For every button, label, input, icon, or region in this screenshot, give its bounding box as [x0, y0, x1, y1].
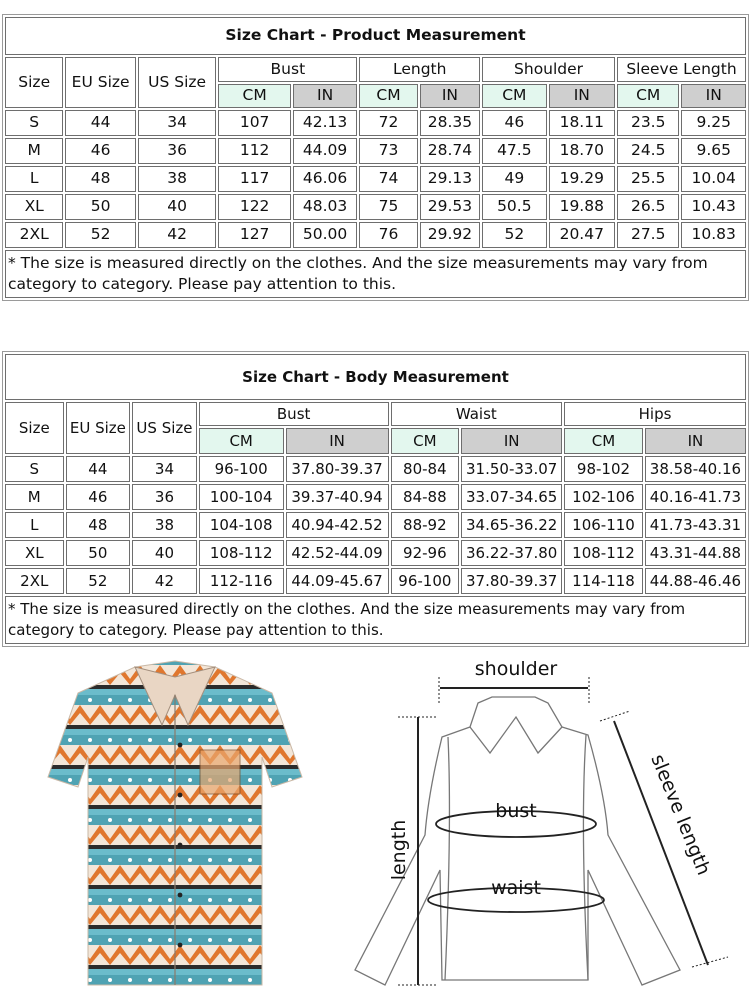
table-cell: 52 [482, 222, 546, 248]
table-cell: 42.52-44.09 [286, 540, 389, 566]
table-cell: 37.80-39.37 [461, 568, 562, 594]
body-measurement-table [3, 352, 748, 646]
table-cell: 10.43 [681, 194, 746, 220]
table-cell: 10.83 [681, 222, 746, 248]
unit-in-header: IN [681, 84, 746, 108]
table-row [5, 484, 746, 510]
table-cell: 122 [218, 194, 290, 220]
table-row [5, 110, 746, 136]
unit-in-header: IN [461, 428, 562, 454]
table-row [5, 512, 746, 538]
chart-title: Size Chart - Body Measurement [5, 354, 746, 400]
header-size: Size [5, 402, 64, 454]
chart-title: Size Chart - Product Measurement [5, 17, 746, 55]
table-cell: 33.07-34.65 [461, 484, 562, 510]
header-us-size: US Size [138, 57, 217, 108]
table-cell: 117 [218, 166, 290, 192]
table-cell: 112-116 [199, 568, 284, 594]
table-cell: 80-84 [391, 456, 460, 482]
table-cell: S [5, 110, 63, 136]
table-cell: 25.5 [617, 166, 679, 192]
table-cell: 28.35 [420, 110, 480, 136]
table-cell: 38 [132, 512, 197, 538]
table-cell: 102-106 [564, 484, 643, 510]
measurement-note: * The size is measured directly on the clothes. And the size measurements may vary from category to category. Please pay attention to this. [5, 596, 746, 644]
sleeve-length-label: sleeve length [646, 751, 715, 879]
table-cell: 38 [138, 166, 217, 192]
table-cell: 40.94-42.52 [286, 512, 389, 538]
waist-label: waist [491, 877, 541, 899]
table-cell: S [5, 456, 64, 482]
product-measurement-table [3, 15, 748, 300]
table-cell: 44 [66, 456, 131, 482]
table-cell: 48 [66, 512, 131, 538]
header-length: Length [359, 57, 480, 82]
header-eu-size: EU Size [65, 57, 135, 108]
header-hips: Hips [564, 402, 746, 426]
table-cell: 88-92 [391, 512, 460, 538]
product-measurement-chart [2, 14, 749, 301]
table-cell: XL [5, 194, 63, 220]
header-shoulder: Shoulder [482, 57, 615, 82]
table-cell: 29.92 [420, 222, 480, 248]
table-cell: 75 [359, 194, 417, 220]
unit-cm-header: CM [359, 84, 417, 108]
unit-cm-header: CM [391, 428, 460, 454]
table-cell: 36 [132, 484, 197, 510]
table-cell: 127 [218, 222, 290, 248]
table-row [5, 540, 746, 566]
body-measurement-chart [2, 351, 749, 647]
header-size: Size [5, 57, 63, 108]
unit-in-header: IN [549, 84, 615, 108]
header-eu-size: EU Size [66, 402, 131, 454]
table-cell: 112 [218, 138, 290, 164]
table-cell: 42 [138, 222, 217, 248]
table-cell: 107 [218, 110, 290, 136]
table-cell: 28.74 [420, 138, 480, 164]
table-cell: 44.88-46.46 [645, 568, 746, 594]
table-cell: 36.22-37.80 [461, 540, 562, 566]
table-cell: 40.16-41.73 [645, 484, 746, 510]
unit-cm-header: CM [218, 84, 290, 108]
table-cell: 18.11 [549, 110, 615, 136]
table-cell: 108-112 [564, 540, 643, 566]
table-cell: 46 [65, 138, 135, 164]
table-cell: 50.00 [293, 222, 357, 248]
measurement-diagram [330, 645, 750, 1000]
table-cell: 27.5 [617, 222, 679, 248]
table-cell: 106-110 [564, 512, 643, 538]
table-cell: XL [5, 540, 64, 566]
table-cell: 34 [138, 110, 217, 136]
header-sleeve-length: Sleeve Length [617, 57, 746, 82]
table-cell: 76 [359, 222, 417, 248]
table-cell: 42.13 [293, 110, 357, 136]
table-cell: 41.73-43.31 [645, 512, 746, 538]
table-cell: L [5, 512, 64, 538]
table-cell: 40 [138, 194, 217, 220]
table-cell: 40 [132, 540, 197, 566]
table-cell: 9.65 [681, 138, 746, 164]
table-cell: 44.09 [293, 138, 357, 164]
table-cell: 23.5 [617, 110, 679, 136]
table-cell: 92-96 [391, 540, 460, 566]
table-cell: 50.5 [482, 194, 546, 220]
table-row [5, 568, 746, 594]
header-bust: Bust [218, 57, 357, 82]
table-cell: 29.53 [420, 194, 480, 220]
table-cell: 34.65-36.22 [461, 512, 562, 538]
table-cell: 50 [65, 194, 135, 220]
table-cell: 46.06 [293, 166, 357, 192]
unit-in-header: IN [286, 428, 389, 454]
bust-label: bust [495, 800, 537, 822]
table-cell: 84-88 [391, 484, 460, 510]
table-cell: 47.5 [482, 138, 546, 164]
table-cell: 31.50-33.07 [461, 456, 562, 482]
table-cell: 44 [65, 110, 135, 136]
table-cell: 36 [138, 138, 217, 164]
table-cell: 73 [359, 138, 417, 164]
header-waist: Waist [391, 402, 563, 426]
table-cell: 43.31-44.88 [645, 540, 746, 566]
shoulder-label: shoulder [474, 658, 558, 680]
table-cell: 2XL [5, 568, 64, 594]
table-cell: 46 [482, 110, 546, 136]
table-cell: 19.29 [549, 166, 615, 192]
table-cell: 34 [132, 456, 197, 482]
header-bust: Bust [199, 402, 389, 426]
table-cell: M [5, 484, 64, 510]
table-cell: 50 [66, 540, 131, 566]
table-cell: 49 [482, 166, 546, 192]
table-cell: 37.80-39.37 [286, 456, 389, 482]
shirt-product-photo [40, 655, 315, 995]
table-row [5, 222, 746, 248]
table-cell: 24.5 [617, 138, 679, 164]
table-row [5, 138, 746, 164]
table-cell: L [5, 166, 63, 192]
header-us-size: US Size [132, 402, 197, 454]
table-row [5, 194, 746, 220]
length-label: length [388, 819, 410, 881]
table-row [5, 456, 746, 482]
table-cell: 108-112 [199, 540, 284, 566]
table-cell: 2XL [5, 222, 63, 248]
unit-in-header: IN [420, 84, 480, 108]
table-cell: 104-108 [199, 512, 284, 538]
table-cell: 18.70 [549, 138, 615, 164]
table-cell: 48.03 [293, 194, 357, 220]
table-cell: 96-100 [199, 456, 284, 482]
table-cell: 96-100 [391, 568, 460, 594]
table-cell: 72 [359, 110, 417, 136]
table-cell: 10.04 [681, 166, 746, 192]
unit-cm-header: CM [564, 428, 643, 454]
table-cell: 26.5 [617, 194, 679, 220]
table-cell: 48 [65, 166, 135, 192]
table-cell: 9.25 [681, 110, 746, 136]
table-cell: 44.09-45.67 [286, 568, 389, 594]
table-cell: 46 [66, 484, 131, 510]
table-cell: 38.58-40.16 [645, 456, 746, 482]
table-cell: 19.88 [549, 194, 615, 220]
measurement-note: * The size is measured directly on the clothes. And the size measurements may vary from category to category. Please pay attention to this. [5, 250, 746, 298]
table-cell: 52 [65, 222, 135, 248]
table-cell: 20.47 [549, 222, 615, 248]
unit-cm-header: CM [199, 428, 284, 454]
unit-cm-header: CM [482, 84, 546, 108]
unit-cm-header: CM [617, 84, 679, 108]
table-cell: 74 [359, 166, 417, 192]
table-cell: 100-104 [199, 484, 284, 510]
table-cell: 114-118 [564, 568, 643, 594]
unit-in-header: IN [645, 428, 746, 454]
table-cell: 39.37-40.94 [286, 484, 389, 510]
table-row [5, 166, 746, 192]
table-cell: 29.13 [420, 166, 480, 192]
unit-in-header: IN [293, 84, 357, 108]
table-cell: 42 [132, 568, 197, 594]
table-cell: M [5, 138, 63, 164]
table-cell: 52 [66, 568, 131, 594]
table-cell: 98-102 [564, 456, 643, 482]
